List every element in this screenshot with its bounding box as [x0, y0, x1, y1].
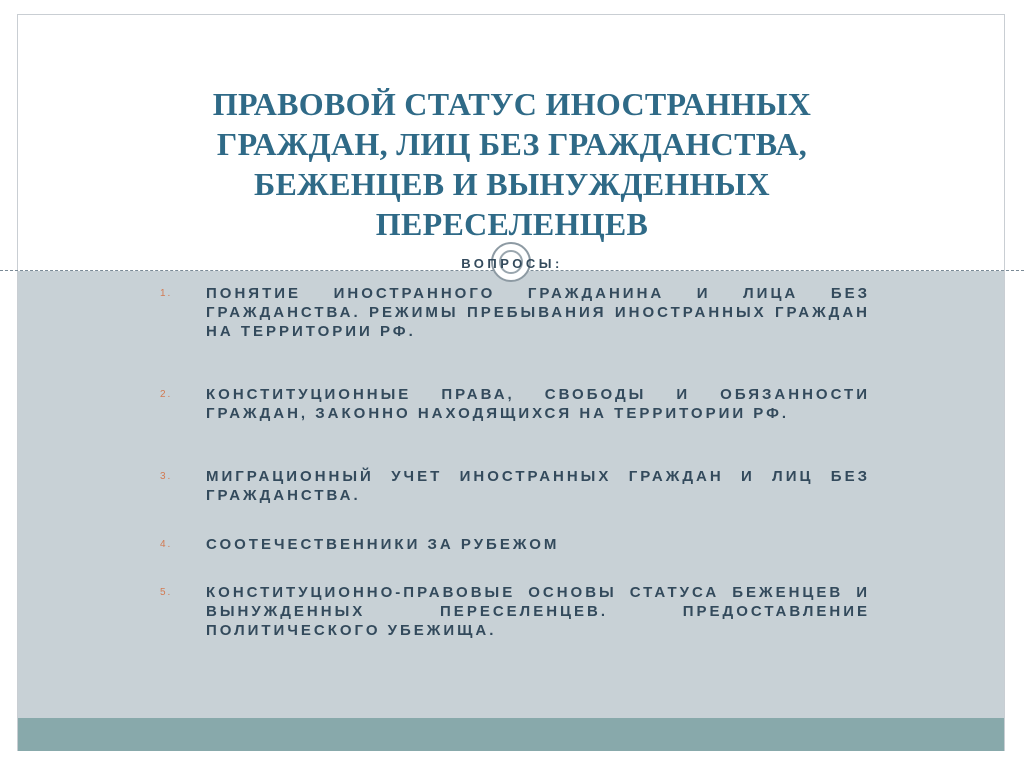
list-item	[160, 284, 870, 341]
questions-list	[160, 284, 870, 685]
list-item	[160, 385, 870, 423]
item-text: СООТЕЧЕСТВЕННИКИ ЗА РУБЕЖОМ	[206, 536, 560, 553]
item-text: КОНСТИТУЦИОННО-ПРАВОВЫЕ ОСНОВЫ СТАТУСА БЕЖЕНЦЕВ И ВЫНУЖДЕННЫХ ПЕРЕСЕЛЕНЦЕВ. ПРЕДОСТАВЛЕНИЕ ПОЛИТИЧЕСКОГО УБЕЖИЩА.	[206, 584, 870, 639]
list-item	[160, 583, 870, 640]
item-text: ПОНЯТИЕ ИНОСТРАННОГО ГРАЖДАНИНА И ЛИЦА БЕЗ ГРАЖДАНСТВА. РЕЖИМЫ ПРЕБЫВАНИЯ ИНОСТРАННЫХ ГРАЖДАН НА ТЕРРИТОРИИ РФ.	[206, 285, 870, 340]
item-number: 1.	[160, 288, 173, 299]
questions-heading: ВОПРОСЫ:	[461, 256, 563, 271]
footer-band	[18, 718, 1004, 751]
slide-title: ПРАВОВОЙ СТАТУС ИНОСТРАННЫХ ГРАЖДАН, ЛИЦ БЕЗ ГРАЖДАНСТВА, БЕЖЕНЦЕВ И ВЫНУЖДЕННЫХ ПЕРЕСЕЛЕНЦЕВ	[212, 86, 812, 242]
item-number: 3.	[160, 471, 173, 482]
item-number: 4.	[160, 539, 173, 550]
item-text: МИГРАЦИОННЫЙ УЧЕТ ИНОСТРАННЫХ ГРАЖДАН И ЛИЦ БЕЗ ГРАЖДАНСТВА.	[206, 468, 870, 504]
list-item	[160, 535, 870, 554]
list-item	[160, 467, 870, 505]
item-number: 2.	[160, 389, 173, 400]
item-number: 5.	[160, 587, 173, 598]
item-text: КОНСТИТУЦИОННЫЕ ПРАВА, СВОБОДЫ И ОБЯЗАННОСТИ ГРАЖДАН, ЗАКОННО НАХОДЯЩИХСЯ НА ТЕРРИТОРИИ РФ.	[206, 386, 870, 422]
